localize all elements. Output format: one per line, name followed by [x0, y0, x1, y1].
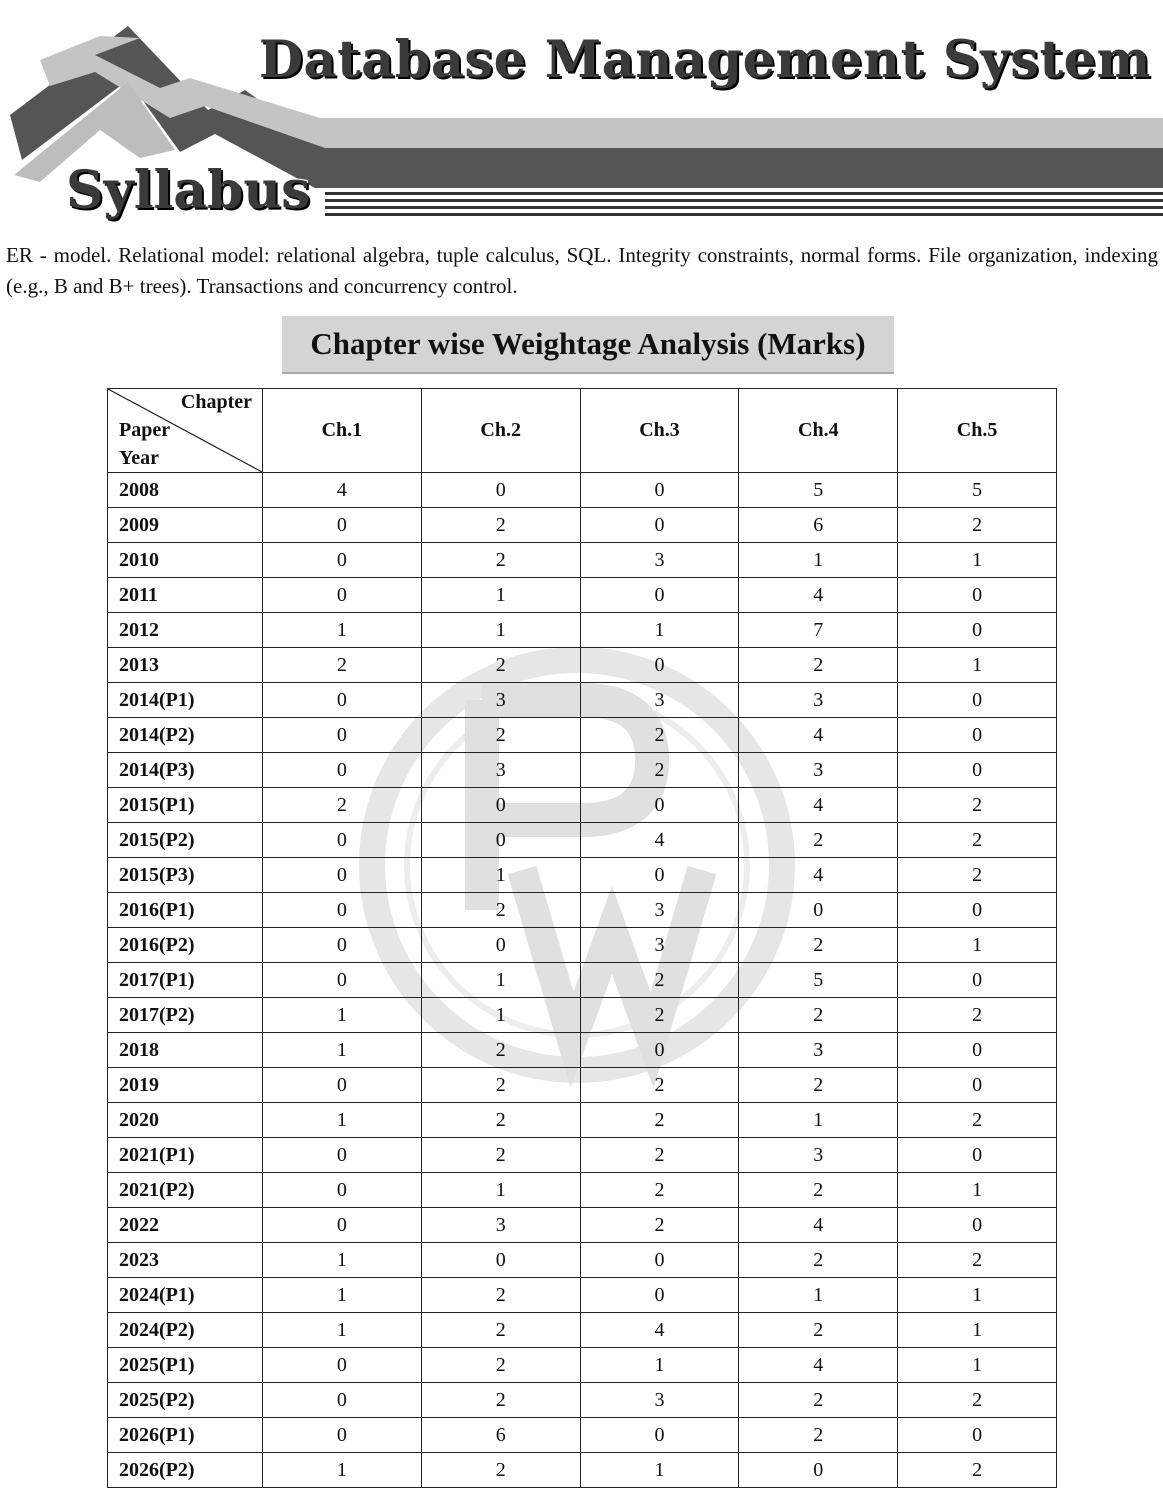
cell-ch5: 2: [898, 788, 1057, 823]
cell-ch1: 0: [263, 683, 422, 718]
cell-ch2: 0: [421, 928, 580, 963]
cell-ch5: 2: [898, 1383, 1057, 1418]
cell-ch4: 4: [739, 1348, 898, 1383]
table-row: [108, 1278, 1057, 1313]
cell-ch5: 0: [898, 683, 1057, 718]
table-header-row: [108, 389, 1057, 473]
row-year-label: 2011: [108, 578, 263, 613]
table-row: [108, 1208, 1057, 1243]
cell-ch1: 0: [263, 928, 422, 963]
row-year-label: 2026(P1): [108, 1418, 263, 1453]
cell-ch1: 0: [263, 963, 422, 998]
row-year-label: 2018: [108, 1033, 263, 1068]
column-header-ch4: Ch.4: [739, 389, 898, 473]
cell-ch5: 2: [898, 998, 1057, 1033]
cell-ch2: 2: [421, 1278, 580, 1313]
cell-ch1: 1: [263, 613, 422, 648]
row-year-label: 2025(P2): [108, 1383, 263, 1418]
cell-ch2: 0: [421, 788, 580, 823]
table-row: [108, 578, 1057, 613]
cell-ch2: 2: [421, 1068, 580, 1103]
cell-ch4: 4: [739, 788, 898, 823]
cell-ch3: 2: [580, 998, 739, 1033]
table-row: [108, 788, 1057, 823]
cell-ch1: 4: [263, 473, 422, 508]
cell-ch3: 1: [580, 1453, 739, 1488]
cell-ch1: 1: [263, 1453, 422, 1488]
cell-ch4: 2: [739, 998, 898, 1033]
cell-ch4: 4: [739, 718, 898, 753]
cell-ch3: 2: [580, 1068, 739, 1103]
cell-ch2: 2: [421, 1383, 580, 1418]
cell-ch1: 0: [263, 823, 422, 858]
cell-ch3: 2: [580, 1208, 739, 1243]
row-year-label: 2009: [108, 508, 263, 543]
weightage-table: [107, 388, 1057, 1488]
cell-ch4: 3: [739, 1138, 898, 1173]
cell-ch4: 4: [739, 858, 898, 893]
cell-ch1: 2: [263, 788, 422, 823]
cell-ch1: 1: [263, 1243, 422, 1278]
cell-ch4: 0: [739, 893, 898, 928]
table-row: [108, 1418, 1057, 1453]
row-year-label: 2021(P1): [108, 1138, 263, 1173]
table-row: [108, 1348, 1057, 1383]
cell-ch4: 2: [739, 648, 898, 683]
table-row: [108, 1138, 1057, 1173]
row-year-label: 2014(P2): [108, 718, 263, 753]
table-row: [108, 928, 1057, 963]
cell-ch5: 1: [898, 1173, 1057, 1208]
cell-ch2: 2: [421, 543, 580, 578]
cell-ch3: 4: [580, 1313, 739, 1348]
cell-ch4: 3: [739, 683, 898, 718]
cell-ch5: 2: [898, 1103, 1057, 1138]
cell-ch3: 0: [580, 648, 739, 683]
cell-ch5: 0: [898, 753, 1057, 788]
cell-ch5: 1: [898, 543, 1057, 578]
cell-ch4: 4: [739, 578, 898, 613]
table-row: [108, 1383, 1057, 1418]
column-header-ch5: Ch.5: [898, 389, 1057, 473]
cell-ch4: 2: [739, 1418, 898, 1453]
row-year-label: 2016(P1): [108, 893, 263, 928]
table-row: [108, 683, 1057, 718]
cell-ch5: 1: [898, 1313, 1057, 1348]
table-row: [108, 823, 1057, 858]
cell-ch2: 2: [421, 718, 580, 753]
cell-ch4: 1: [739, 1278, 898, 1313]
cell-ch3: 3: [580, 543, 739, 578]
cell-ch4: 5: [739, 473, 898, 508]
cell-ch5: 0: [898, 963, 1057, 998]
table-row: [108, 1033, 1057, 1068]
cell-ch1: 1: [263, 1103, 422, 1138]
table-row: [108, 613, 1057, 648]
cell-ch4: 5: [739, 963, 898, 998]
cell-ch5: 2: [898, 858, 1057, 893]
cell-ch3: 0: [580, 1243, 739, 1278]
row-year-label: 2014(P1): [108, 683, 263, 718]
cell-ch3: 0: [580, 858, 739, 893]
cell-ch4: 2: [739, 1068, 898, 1103]
cell-ch4: 3: [739, 1033, 898, 1068]
section-heading-syllabus: Syllabus: [66, 160, 311, 221]
cell-ch2: 0: [421, 473, 580, 508]
table-row: [108, 963, 1057, 998]
cell-ch5: 0: [898, 613, 1057, 648]
page-title: Database Management System: [258, 30, 1151, 90]
cell-ch4: 1: [739, 1103, 898, 1138]
cell-ch1: 0: [263, 1173, 422, 1208]
cell-ch1: 1: [263, 1313, 422, 1348]
row-year-label: 2025(P1): [108, 1348, 263, 1383]
cell-ch2: 3: [421, 753, 580, 788]
row-year-label: 2013: [108, 648, 263, 683]
cell-ch3: 3: [580, 1383, 739, 1418]
cell-ch3: 3: [580, 928, 739, 963]
cell-ch1: 0: [263, 1383, 422, 1418]
table-row: [108, 753, 1057, 788]
cell-ch3: 0: [580, 1033, 739, 1068]
cell-ch2: 3: [421, 1208, 580, 1243]
row-year-label: 2024(P2): [108, 1313, 263, 1348]
row-year-label: 2008: [108, 473, 263, 508]
cell-ch3: 3: [580, 893, 739, 928]
cell-ch5: 0: [898, 1138, 1057, 1173]
cell-ch3: 1: [580, 613, 739, 648]
cell-ch4: 2: [739, 928, 898, 963]
row-year-label: 2019: [108, 1068, 263, 1103]
cell-ch4: 2: [739, 1313, 898, 1348]
cell-ch4: 1: [739, 543, 898, 578]
cell-ch5: 0: [898, 578, 1057, 613]
column-header-ch2: Ch.2: [421, 389, 580, 473]
cell-ch5: 2: [898, 1243, 1057, 1278]
cell-ch5: 1: [898, 648, 1057, 683]
cell-ch1: 0: [263, 1418, 422, 1453]
cell-ch2: 2: [421, 1138, 580, 1173]
table-row: [108, 998, 1057, 1033]
cell-ch1: 2: [263, 648, 422, 683]
cell-ch1: 0: [263, 1208, 422, 1243]
cell-ch1: 0: [263, 578, 422, 613]
cell-ch2: 2: [421, 648, 580, 683]
cell-ch1: 0: [263, 1348, 422, 1383]
row-year-label: 2015(P3): [108, 858, 263, 893]
cell-ch2: 1: [421, 613, 580, 648]
cell-ch5: 2: [898, 823, 1057, 858]
cell-ch1: 0: [263, 1068, 422, 1103]
cell-ch5: 2: [898, 508, 1057, 543]
cell-ch5: 1: [898, 1348, 1057, 1383]
cell-ch3: 2: [580, 963, 739, 998]
row-year-label: 2020: [108, 1103, 263, 1138]
cell-ch5: 0: [898, 1033, 1057, 1068]
cell-ch3: 3: [580, 683, 739, 718]
row-year-label: 2010: [108, 543, 263, 578]
corner-label-paper: Paper: [119, 419, 171, 441]
table-row: [108, 1068, 1057, 1103]
cell-ch2: 1: [421, 963, 580, 998]
cell-ch5: 0: [898, 1068, 1057, 1103]
row-year-label: 2017(P2): [108, 998, 263, 1033]
cell-ch2: 2: [421, 1453, 580, 1488]
cell-ch5: 0: [898, 1418, 1057, 1453]
cell-ch4: 7: [739, 613, 898, 648]
cell-ch1: 0: [263, 858, 422, 893]
cell-ch3: 1: [580, 1348, 739, 1383]
cell-ch1: 0: [263, 753, 422, 788]
table-row: [108, 858, 1057, 893]
cell-ch5: 0: [898, 893, 1057, 928]
row-year-label: 2021(P2): [108, 1173, 263, 1208]
cell-ch2: 2: [421, 1033, 580, 1068]
cell-ch3: 2: [580, 718, 739, 753]
row-year-label: 2022: [108, 1208, 263, 1243]
table-row: [108, 1453, 1057, 1488]
cell-ch2: 1: [421, 998, 580, 1033]
cell-ch4: 2: [739, 823, 898, 858]
table-row: [108, 543, 1057, 578]
cell-ch1: 1: [263, 1033, 422, 1068]
cell-ch1: 0: [263, 718, 422, 753]
row-year-label: 2014(P3): [108, 753, 263, 788]
cell-ch2: 1: [421, 858, 580, 893]
table-row: [108, 893, 1057, 928]
cell-ch2: 2: [421, 893, 580, 928]
cell-ch2: 2: [421, 1313, 580, 1348]
cell-ch2: 1: [421, 1173, 580, 1208]
row-year-label: 2012: [108, 613, 263, 648]
column-header-ch3: Ch.3: [580, 389, 739, 473]
table-row: [108, 473, 1057, 508]
column-header-ch1: Ch.1: [263, 389, 422, 473]
table-row: [108, 718, 1057, 753]
table-corner-cell: [108, 389, 263, 473]
corner-label-year: Year: [119, 447, 159, 469]
cell-ch2: 2: [421, 508, 580, 543]
cell-ch4: 3: [739, 753, 898, 788]
cell-ch5: 5: [898, 473, 1057, 508]
syllabus-paragraph: ER ‐ model. Relational model: relational algebra, tuple calculus, SQL. Integrity constraints, normal forms. File organization, indexing (e.g., B and B+ trees). Transactions and concurrency control.: [6, 243, 1158, 298]
row-year-label: 2015(P2): [108, 823, 263, 858]
corner-label-chapter: Chapter: [180, 391, 252, 413]
cell-ch3: 0: [580, 788, 739, 823]
row-year-label: 2015(P1): [108, 788, 263, 823]
table-row: [108, 1173, 1057, 1208]
cell-ch4: 2: [739, 1243, 898, 1278]
table-row: [108, 1103, 1057, 1138]
row-year-label: 2024(P1): [108, 1278, 263, 1313]
table-row: [108, 1313, 1057, 1348]
table-row: [108, 648, 1057, 683]
cell-ch3: 2: [580, 753, 739, 788]
cell-ch5: 1: [898, 928, 1057, 963]
row-year-label: 2016(P2): [108, 928, 263, 963]
cell-ch3: 0: [580, 1278, 739, 1313]
cell-ch1: 0: [263, 508, 422, 543]
cell-ch2: 2: [421, 1348, 580, 1383]
analysis-title: Chapter wise Weightage Analysis (Marks): [282, 316, 894, 374]
cell-ch3: 2: [580, 1103, 739, 1138]
cell-ch4: 6: [739, 508, 898, 543]
cell-ch1: 0: [263, 893, 422, 928]
cell-ch5: 0: [898, 718, 1057, 753]
row-year-label: 2023: [108, 1243, 263, 1278]
cell-ch4: 4: [739, 1208, 898, 1243]
table-row: [108, 1243, 1057, 1278]
cell-ch3: 2: [580, 1138, 739, 1173]
table-body: [108, 473, 1057, 1488]
table-row: [108, 508, 1057, 543]
cell-ch3: 0: [580, 1418, 739, 1453]
cell-ch1: 1: [263, 1278, 422, 1313]
cell-ch4: 2: [739, 1383, 898, 1418]
cell-ch1: 1: [263, 998, 422, 1033]
cell-ch2: 1: [421, 578, 580, 613]
cell-ch5: 2: [898, 1453, 1057, 1488]
cell-ch3: 0: [580, 578, 739, 613]
cell-ch2: 0: [421, 1243, 580, 1278]
cell-ch4: 2: [739, 1173, 898, 1208]
cell-ch2: 0: [421, 823, 580, 858]
cell-ch1: 0: [263, 1138, 422, 1173]
cell-ch1: 0: [263, 543, 422, 578]
cell-ch2: 6: [421, 1418, 580, 1453]
cell-ch2: 3: [421, 683, 580, 718]
cell-ch3: 0: [580, 508, 739, 543]
cell-ch3: 4: [580, 823, 739, 858]
cell-ch4: 0: [739, 1453, 898, 1488]
row-year-label: 2017(P1): [108, 963, 263, 998]
cell-ch5: 0: [898, 1208, 1057, 1243]
row-year-label: 2026(P2): [108, 1453, 263, 1488]
cell-ch2: 2: [421, 1103, 580, 1138]
cell-ch3: 0: [580, 473, 739, 508]
cell-ch3: 2: [580, 1173, 739, 1208]
cell-ch5: 1: [898, 1278, 1057, 1313]
